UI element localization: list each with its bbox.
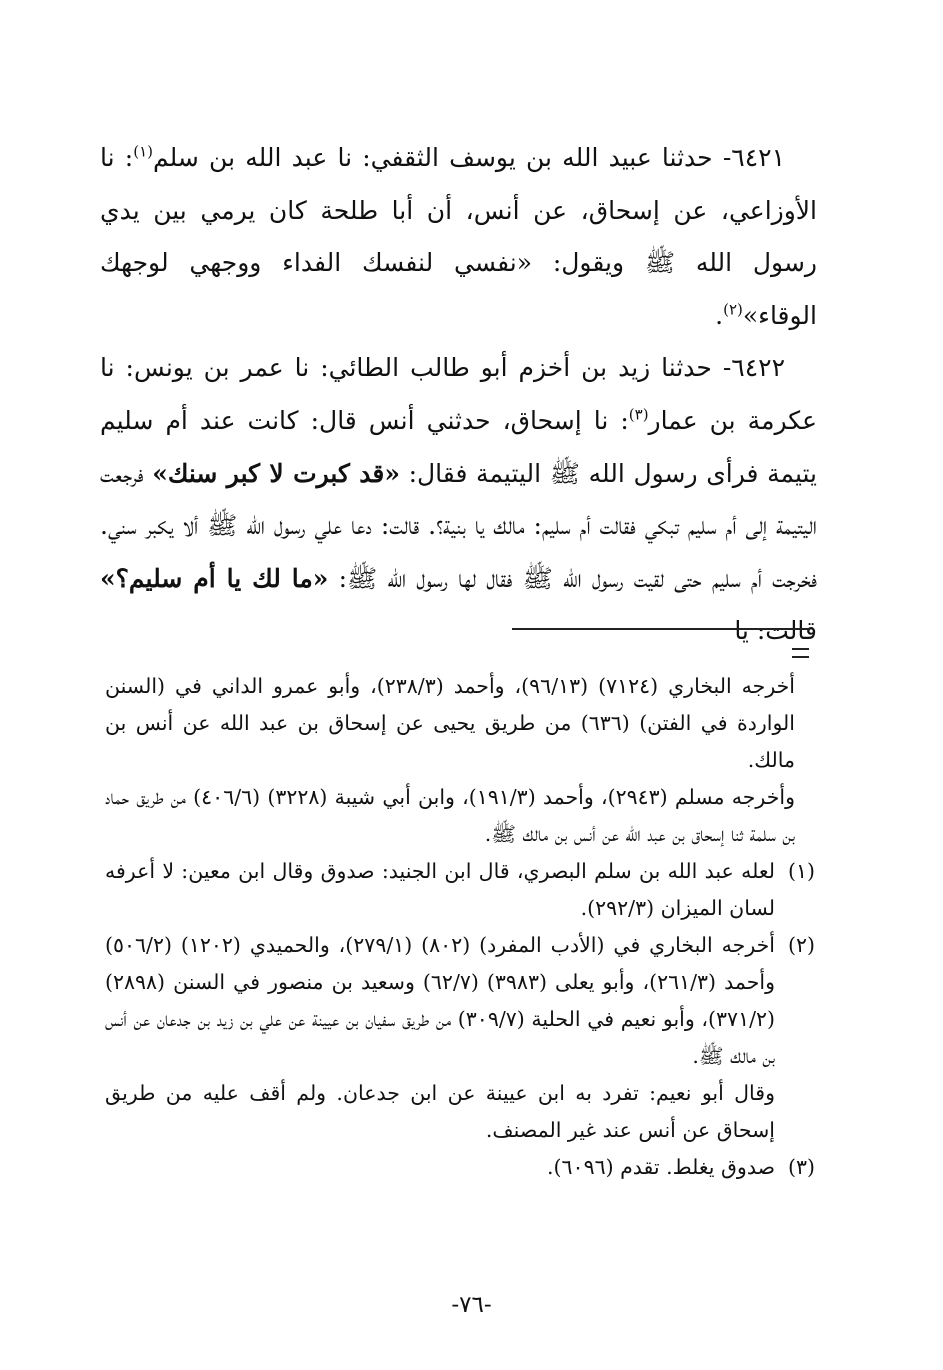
footnote-2	[105, 927, 815, 1075]
hadith-6422: ٦٤٢٢- حدثنا زيد بن أخزم أبو طالب الطائي: نا عمر بن يونس: نا عكرمة بن عمار$^{(٣)}$: نا إسحاق، حدثني أنس قال: كانت عند أم سليم يتيمة فرأى رسول الله ﷺ اليتيمة فقال: «قد كبرت لا كبر سنك» فرجعت اليتيمة إلى أم سليم تبكي فقالت أم سليم: مالك يا بنية؟. قالت: دعا علي رسول الله ﷺ ألا يكبر سني. فخرجت أم سليم حتى لقيت رسول الله ﷺ فقال لها رسول الله ﷺ: «ما لك يا أم سليم؟» قالت: يا	[100, 353, 818, 646]
footnote-ref-2: (٢)	[723, 300, 743, 319]
footnote-1	[105, 853, 815, 927]
footnote-1-number: (١)	[787, 859, 815, 883]
footnote-continuation-2: وأخرجه مسلم (٢٩٤٣)، وأحمد (١٩١/٣)، وابن أبي شيبة (٣٢٢٨) (٤٠٦/٦) من طريق حماد بن سلمة ثنا إسحاق بن عبد الله عن أنس بن مالك ﷺ.	[105, 785, 795, 846]
footnote-continuation-1: أخرجه البخاري (٧١٢٤) (٩٦/١٣)، وأحمد (٢٣٨/٣)، وأبو عمرو الداني في (السنن الواردة في الفتن) (٦٣٦) من طريق يحيى عن إسحاق بن عبد الله عن أنس بن مالك.	[105, 674, 795, 772]
footnote-3	[105, 1149, 815, 1186]
footnote-2-addendum: وقال أبو نعيم: تفرد به ابن عيينة عن ابن جدعان. ولم أقف عليه من طريق إسحاق عن أنس عند غير المصنف.	[105, 1081, 775, 1142]
footnotes	[105, 668, 815, 1186]
page-number: -٧٦-	[451, 1292, 492, 1318]
footnote-ref-1: (١)	[133, 142, 153, 161]
main-text	[100, 132, 817, 658]
footnote-1-text: لعله عبد الله بن سلم البصري، قال ابن الجنيد: صدوق وقال ابن معين: لا أعرفه لسان الميزان (٢٩٢/٣).	[105, 859, 775, 920]
quote-bold-1: «قد كبرت لا كبر سنك»	[152, 458, 400, 488]
footnote-3-text: صدوق يغلط. تقدم (٦٠٩٦).	[547, 1155, 775, 1179]
footnote-separator	[512, 628, 810, 630]
footnote-2-text: أخرجه البخاري في (الأدب المفرد) (٨٠٢) (٢٧٩/١)، والحميدي (١٢٠٢) (٥٠٦/٢) وأحمد (٢٦١/٣)، وأبو يعلى (٣٩٨٣) (٦٢/٧) وسعيد بن منصور في السنن (٢٨٩٨) (٣٧١/٢)، وأبو نعيم في الحلية (٣٠٩/٧) من طريق سفيان بن عيينة عن علي بن زيد بن جدعان عن أنس بن مالك ﷺ.	[105, 933, 775, 1068]
footnote-3-number: (٣)	[787, 1155, 815, 1179]
quote-bold-2: «ما لك يا أم سليم؟»	[100, 563, 329, 593]
footnote-2-number: (٢)	[787, 933, 815, 957]
footnote-ref-3: (٣)	[628, 405, 649, 424]
hadith-6421: ٦٤٢١- حدثنا عبيد الله بن يوسف الثقفي: نا عبد الله بن سلم$^{(١)}$: نا الأوزاعي، عن إسحاق، عن أنس، أن أبا طلحة كان يرمي بين يدي رسول الله ﷺ ويقول: «نفسي لنفسك الفداء ووجهي لوجهك الوقاء»$^{(٢)}$.	[100, 142, 817, 330]
continuation-mark	[792, 648, 809, 658]
